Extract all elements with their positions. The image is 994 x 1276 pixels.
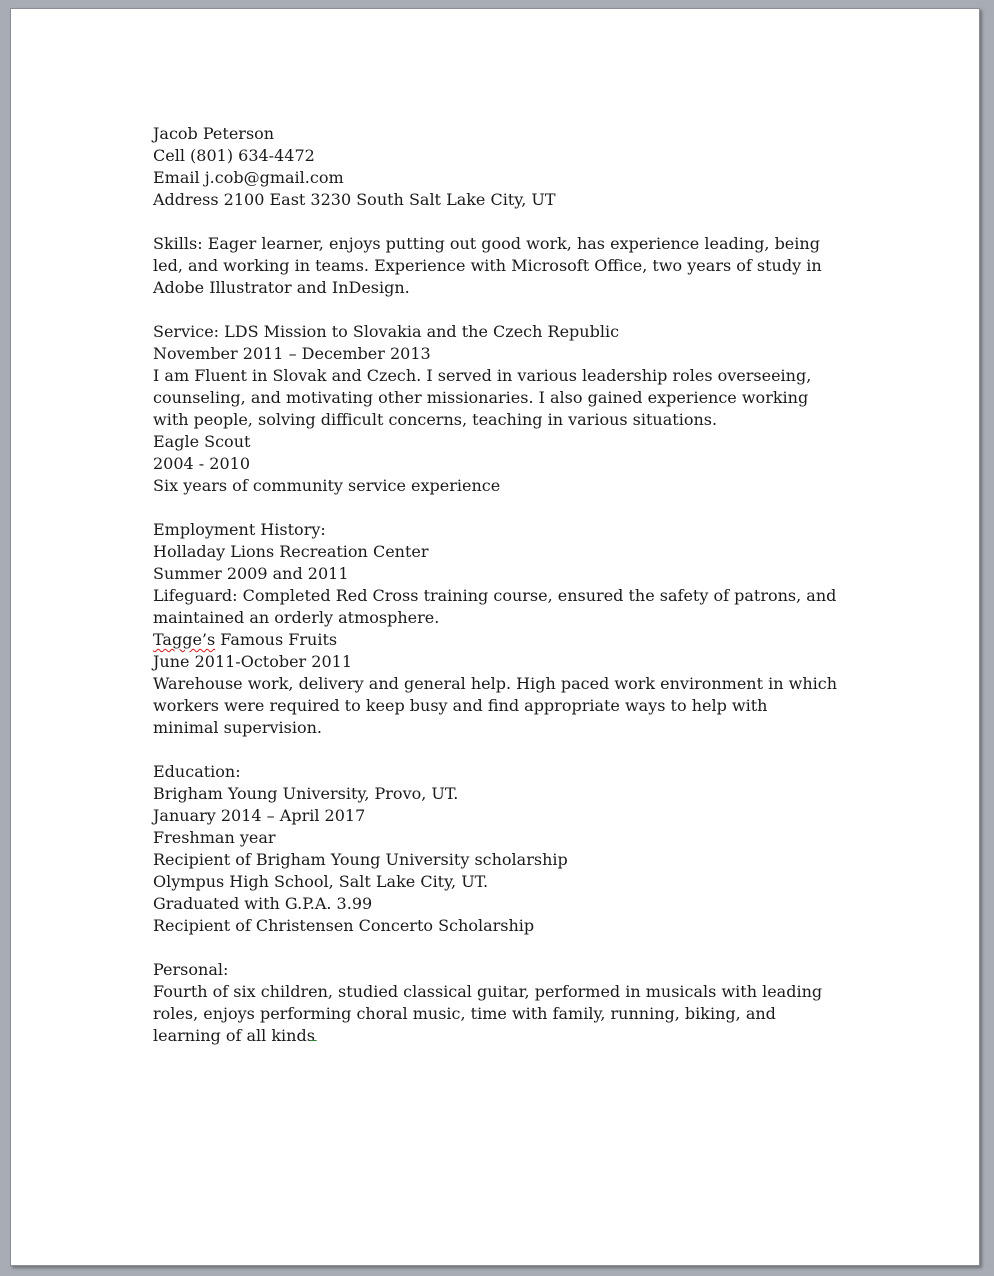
spelling-error-word[interactable]: Tagge’s bbox=[153, 630, 216, 649]
education-line: Freshman year bbox=[153, 828, 276, 847]
employment-line: maintained an orderly atmosphere. bbox=[153, 608, 440, 627]
blank-line bbox=[153, 497, 873, 519]
education-line: Recipient of Christensen Concerto Scholarship bbox=[153, 916, 535, 935]
service-line: 2004 - 2010 bbox=[153, 454, 251, 473]
personal-section bbox=[153, 959, 873, 1047]
service-line: counseling, and motivating other missionaries. I also gained experience working bbox=[153, 388, 809, 407]
contact-address: Address 2100 East 3230 South Salt Lake City, UT bbox=[153, 190, 556, 209]
employment-line: minimal supervision. bbox=[153, 718, 323, 737]
service-section bbox=[153, 321, 873, 497]
contact-email: Email j.cob@gmail.com bbox=[153, 168, 344, 187]
education-section bbox=[153, 761, 873, 937]
service-line: November 2011 – December 2013 bbox=[153, 344, 431, 363]
service-line: with people, solving difficult concerns, teaching in various situations. bbox=[153, 410, 718, 429]
service-line: Eagle Scout bbox=[153, 432, 251, 451]
employer-name-rest: Famous Fruits bbox=[215, 630, 338, 649]
blank-line bbox=[153, 739, 873, 761]
resume-body[interactable] bbox=[153, 123, 873, 1047]
service-line: Six years of community service experience bbox=[153, 476, 501, 495]
education-heading: Education: bbox=[153, 762, 241, 781]
employment-line: June 2011-October 2011 bbox=[153, 652, 353, 671]
skills-line: Adobe Illustrator and InDesign. bbox=[153, 278, 410, 297]
employment-line: workers were required to keep busy and find appropriate ways to help with bbox=[153, 696, 768, 715]
personal-line-last bbox=[153, 1025, 873, 1047]
employment-line: Warehouse work, delivery and general help. High paced work environment in which bbox=[153, 674, 838, 693]
personal-heading: Personal: bbox=[153, 960, 229, 979]
employment-section bbox=[153, 519, 873, 739]
education-line: Olympus High School, Salt Lake City, UT. bbox=[153, 872, 489, 891]
blank-line bbox=[153, 211, 873, 233]
personal-line: roles, enjoys performing choral music, time with family, running, biking, and bbox=[153, 1004, 776, 1023]
contact-name: Jacob Peterson bbox=[153, 124, 275, 143]
contact-cell: Cell (801) 634-4472 bbox=[153, 146, 315, 165]
skills-line: led, and working in teams. Experience with Microsoft Office, two years of study in bbox=[153, 256, 822, 275]
blank-line bbox=[153, 299, 873, 321]
personal-last-text: learning of all kinds bbox=[153, 1026, 315, 1045]
employment-heading: Employment History: bbox=[153, 520, 326, 539]
service-line: Service: LDS Mission to Slovakia and the Czech Republic bbox=[153, 322, 620, 341]
skills-section bbox=[153, 233, 873, 299]
education-line: Brigham Young University, Provo, UT. bbox=[153, 784, 459, 803]
education-line: Graduated with G.P.A. 3.99 bbox=[153, 894, 373, 913]
employment-line: Holladay Lions Recreation Center bbox=[153, 542, 429, 561]
document-page bbox=[10, 8, 980, 1266]
employment-line: Summer 2009 and 2011 bbox=[153, 564, 349, 583]
blank-line bbox=[153, 937, 873, 959]
contact-block bbox=[153, 123, 873, 211]
education-line: January 2014 – April 2017 bbox=[153, 806, 366, 825]
employment-line-employer bbox=[153, 629, 873, 651]
employment-line: Lifeguard: Completed Red Cross training course, ensured the safety of patrons, and bbox=[153, 586, 837, 605]
personal-line: Fourth of six children, studied classical guitar, performed in musicals with leading bbox=[153, 982, 823, 1001]
education-line: Recipient of Brigham Young University scholarship bbox=[153, 850, 568, 869]
service-line: I am Fluent in Slovak and Czech. I served in various leadership roles overseeing, bbox=[153, 366, 812, 385]
skills-line: Skills: Eager learner, enjoys putting out good work, has experience leading, being bbox=[153, 234, 820, 253]
